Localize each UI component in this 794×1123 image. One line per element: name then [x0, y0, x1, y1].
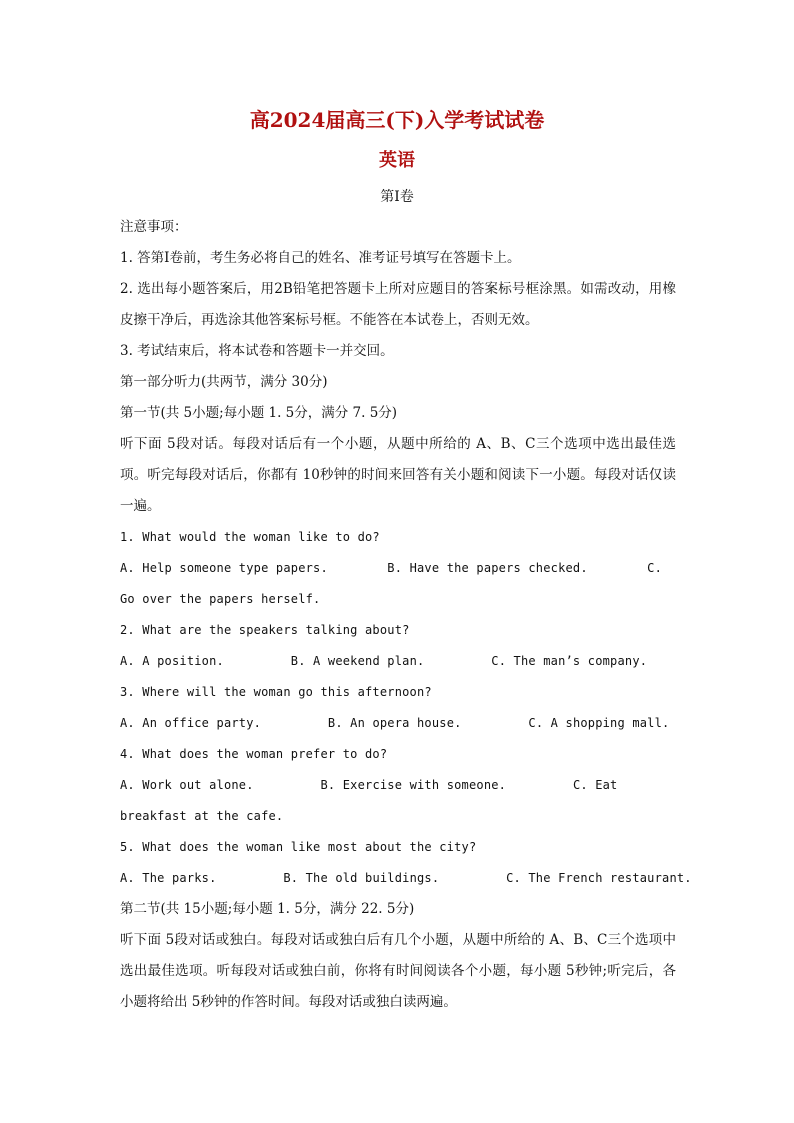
option-c: C. The French restaurant.: [506, 871, 692, 885]
question-stem: 3. Where will the woman go this afternoon?: [120, 685, 432, 699]
option-a: A. A position.: [120, 654, 224, 668]
section1-heading: 第一节(共 5小题;每小题 1. 5分，满分 7. 5分): [120, 405, 398, 421]
question-stem: 5. What does the woman like most about the city?: [120, 840, 477, 854]
notes-heading: 注意事项：: [120, 219, 188, 235]
note-item: 2. 选出每小题答案后，用2B铅笔把答题卡上所对应题目的答案标号框涂黑。如需改动，用橡皮擦干净后，再选涂其他答案标号框。不能答在本试卷上，否则无效。: [120, 281, 676, 328]
option-a: A. An office party.: [120, 716, 262, 730]
exam-title: 高2024届高三(下)入学考试试卷: [249, 108, 545, 132]
option-a: A. Work out alone.: [120, 778, 254, 792]
section2-heading: 第二节(共 15小题;每小题 1. 5分，满分 22. 5分): [120, 901, 415, 917]
note-item: 1. 答第Ⅰ卷前，考生务必将自己的姓名、准考证号填写在答题卡上。: [120, 250, 521, 266]
option-c: C. Eat breakfast at the cafe.: [120, 778, 618, 823]
question-stem: 1. What would the woman like to do?: [120, 530, 380, 544]
question-options: [120, 863, 692, 894]
option-b: B. Have the papers checked.: [387, 561, 588, 575]
question-options: [120, 553, 676, 615]
volume-label: 第Ⅰ卷: [380, 189, 414, 205]
option-c: C. A shopping mall.: [528, 716, 670, 730]
option-a: A. Help someone type papers.: [120, 561, 328, 575]
option-b: B. A weekend plan.: [290, 654, 425, 668]
option-a: A. The parks.: [120, 871, 217, 885]
question-options: [120, 708, 676, 739]
exam-body: [120, 212, 692, 1018]
section1-instructions: 听下面 5段对话。每段对话后有一个小题，从题中所给的 A、B、C三个选项中选出最佳选项。听完每段对话后，你都有 10秒钟的时间来回答有关小题和阅读下一小题。每段对话仅读一遍。: [120, 436, 676, 514]
part1-heading: 第一部分听力(共两节，满分 30分): [120, 374, 328, 390]
note-item: 3. 考试结束后，将本试卷和答题卡一并交回。: [120, 343, 394, 359]
option-b: B. Exercise with someone.: [320, 778, 507, 792]
question-stem: 4. What does the woman prefer to do?: [120, 747, 388, 761]
section2-instructions: 听下面 5段对话或独白。每段对话或独白后有几个小题，从题中所给的 A、B、C三个选项中选出最佳选项。听每段对话或独白前，你将有时间阅读各个小题，每小题 5秒钟;听完后，各小题将给出 5秒钟的作答时间。每段对话或独白读两遍。: [120, 932, 676, 1010]
question-options: [120, 646, 676, 677]
option-c: C. The man’s company.: [491, 654, 648, 668]
question-stem: 2. What are the speakers talking about?: [120, 623, 410, 637]
option-b: B. An opera house.: [327, 716, 462, 730]
option-b: B. The old buildings.: [283, 871, 440, 885]
question-options: [120, 770, 676, 832]
option-c: C. Go over the papers herself.: [120, 561, 663, 606]
subject-title: 英语: [379, 150, 415, 171]
